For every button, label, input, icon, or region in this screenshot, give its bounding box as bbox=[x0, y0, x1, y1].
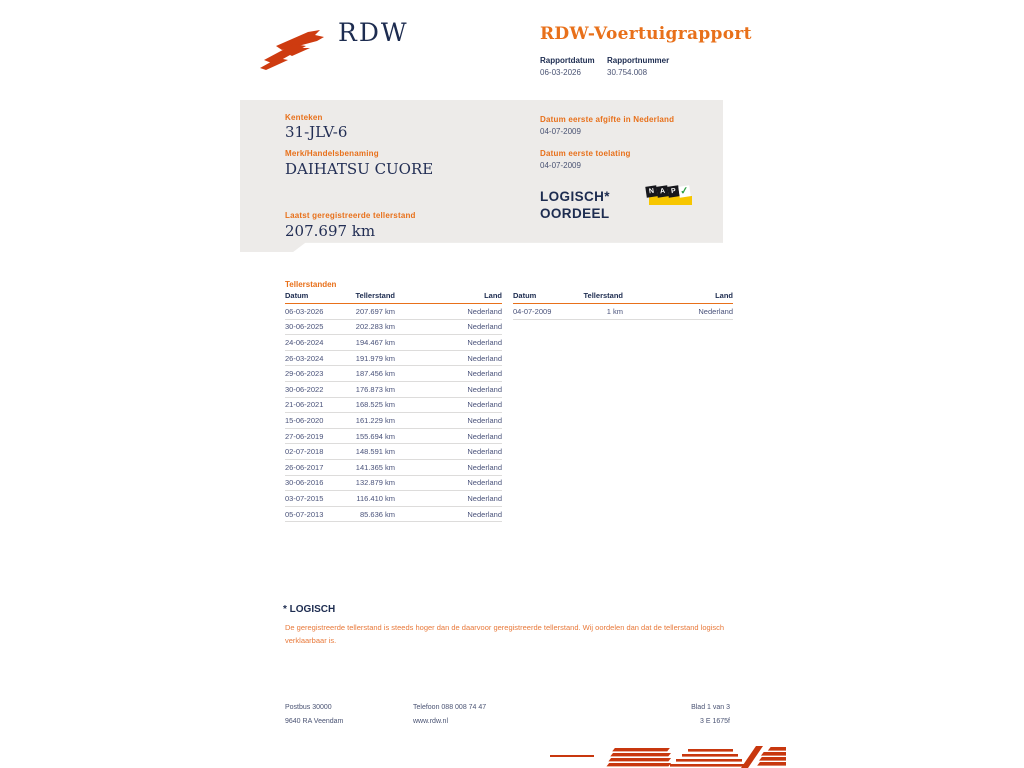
laatste-tellerstand-value: 207.697 km bbox=[285, 222, 376, 240]
cell-tellerstand: 194.467 km bbox=[355, 337, 395, 347]
cell-datum: 15-06-2020 bbox=[285, 415, 324, 425]
cell-tellerstand: 207.697 km bbox=[355, 306, 395, 316]
table-row bbox=[513, 304, 733, 320]
cell-land: Nederland bbox=[467, 306, 502, 316]
footer-form-code: 3 E 1675f bbox=[700, 718, 730, 725]
rdw-logo-icon bbox=[258, 26, 334, 72]
cell-datum: 29-06-2023 bbox=[285, 369, 324, 379]
cell-datum: 26-03-2024 bbox=[285, 353, 324, 363]
cell-tellerstand: 148.591 km bbox=[355, 447, 395, 457]
cell-land: Nederland bbox=[467, 478, 502, 488]
header-land: Land bbox=[715, 291, 733, 300]
cell-datum: 03-07-2015 bbox=[285, 493, 324, 503]
footnote-title: * LOGISCH bbox=[283, 604, 336, 615]
cell-datum: 26-06-2017 bbox=[285, 462, 324, 472]
table-row bbox=[285, 413, 502, 429]
cell-land: Nederland bbox=[467, 493, 502, 503]
tellerstanden-table-right bbox=[513, 291, 733, 320]
table-row bbox=[285, 398, 502, 414]
table-row bbox=[285, 491, 502, 507]
oordeel-line1: LOGISCH* bbox=[540, 189, 610, 204]
cell-land: Nederland bbox=[467, 384, 502, 394]
table-row bbox=[285, 507, 502, 523]
footnote-text: De geregistreerde tellerstand is steeds hoger dan de daarvoor geregistreerde tellerstand. Wij oordelen dan dat de tellerstand logisch verklaarbaar is. bbox=[285, 623, 725, 645]
table-header-row bbox=[513, 291, 733, 304]
header-tellerstand: Tellerstand bbox=[583, 291, 623, 300]
kenteken-value: 31-JLV-6 bbox=[285, 123, 348, 141]
cell-datum: 21-06-2021 bbox=[285, 400, 324, 410]
cell-datum: 02-07-2018 bbox=[285, 447, 324, 457]
cell-tellerstand: 1 km bbox=[606, 306, 623, 316]
cell-tellerstand: 161.229 km bbox=[355, 415, 395, 425]
cell-datum: 06-03-2026 bbox=[285, 306, 324, 316]
cell-datum: 27-06-2019 bbox=[285, 431, 324, 441]
oordeel-line2: OORDEEL bbox=[540, 206, 610, 221]
footer-address bbox=[285, 701, 343, 729]
header-land: Land bbox=[484, 291, 502, 300]
cell-land: Nederland bbox=[698, 306, 733, 316]
eerste-afgifte-value: 04-07-2009 bbox=[540, 127, 581, 136]
page-title: RDW-Voertuigrapport bbox=[540, 24, 752, 44]
cell-datum: 24-06-2024 bbox=[285, 337, 324, 347]
oordeel-text bbox=[540, 188, 610, 222]
header-datum: Datum bbox=[513, 291, 537, 300]
merk-value: DAIHATSU CUORE bbox=[285, 160, 434, 178]
rdw-logo-text: RDW bbox=[338, 18, 409, 47]
report-date-label: Rapportdatum bbox=[540, 56, 595, 65]
cell-datum: 30-06-2016 bbox=[285, 478, 324, 488]
cell-tellerstand: 191.979 km bbox=[355, 353, 395, 363]
cell-land: Nederland bbox=[467, 400, 502, 410]
tellerstanden-table-left bbox=[285, 291, 502, 522]
cell-land: Nederland bbox=[467, 415, 502, 425]
nap-letter-p: P bbox=[667, 185, 679, 197]
cell-land: Nederland bbox=[467, 462, 502, 472]
cell-land: Nederland bbox=[467, 337, 502, 347]
table-row bbox=[285, 366, 502, 382]
merk-label: Merk/Handelsbenaming bbox=[285, 149, 379, 158]
cell-datum: 30-06-2025 bbox=[285, 322, 324, 332]
kenteken-label: Kenteken bbox=[285, 113, 323, 122]
cell-tellerstand: 141.365 km bbox=[355, 462, 395, 472]
footer-website: www.rdw.nl bbox=[413, 718, 449, 725]
table-row bbox=[285, 382, 502, 398]
cell-datum: 30-06-2022 bbox=[285, 384, 324, 394]
cell-land: Nederland bbox=[467, 353, 502, 363]
cell-tellerstand: 187.456 km bbox=[355, 369, 395, 379]
footer-postbus: Postbus 30000 bbox=[285, 704, 332, 711]
cell-tellerstand: 155.694 km bbox=[355, 431, 395, 441]
nap-letter-n: N bbox=[645, 185, 657, 197]
footer-pageinfo bbox=[610, 701, 730, 729]
eerste-toelating-value: 04-07-2009 bbox=[540, 161, 581, 170]
nap-logo bbox=[646, 184, 698, 210]
table-row bbox=[285, 335, 502, 351]
header-tellerstand: Tellerstand bbox=[355, 291, 395, 300]
footer-stripes-graphic bbox=[548, 744, 786, 768]
report-number-label: Rapportnummer bbox=[607, 56, 670, 65]
cell-tellerstand: 202.283 km bbox=[355, 322, 395, 332]
table-header-row bbox=[285, 291, 502, 304]
table-row bbox=[285, 304, 502, 320]
nap-check-icon: ✓ bbox=[679, 184, 690, 198]
cell-tellerstand: 168.525 km bbox=[355, 400, 395, 410]
cell-land: Nederland bbox=[467, 447, 502, 457]
nap-letter-a: A bbox=[656, 185, 668, 197]
cell-tellerstand: 132.879 km bbox=[355, 478, 395, 488]
report-date-value: 06-03-2026 bbox=[540, 68, 581, 77]
table-row bbox=[285, 320, 502, 336]
cell-tellerstand: 176.873 km bbox=[355, 384, 395, 394]
footer-phone: Telefoon 088 008 74 47 bbox=[413, 704, 487, 711]
tellerstanden-title: Tellerstanden bbox=[285, 280, 337, 289]
cell-tellerstand: 85.636 km bbox=[359, 509, 395, 519]
footer-contact bbox=[413, 701, 486, 729]
cell-land: Nederland bbox=[467, 431, 502, 441]
cell-land: Nederland bbox=[467, 369, 502, 379]
header-datum: Datum bbox=[285, 291, 309, 300]
cell-land: Nederland bbox=[467, 322, 502, 332]
table-row bbox=[285, 460, 502, 476]
cell-datum: 05-07-2013 bbox=[285, 509, 324, 519]
table-row bbox=[285, 476, 502, 492]
report-number-value: 30.754.008 bbox=[607, 68, 648, 77]
cell-land: Nederland bbox=[467, 509, 502, 519]
footer-page-number: Blad 1 van 3 bbox=[691, 704, 730, 711]
eerste-afgifte-label: Datum eerste afgifte in Nederland bbox=[540, 115, 675, 124]
table-row bbox=[285, 351, 502, 367]
eerste-toelating-label: Datum eerste toelating bbox=[540, 149, 631, 158]
cell-datum: 04-07-2009 bbox=[513, 306, 552, 316]
cell-tellerstand: 116.410 km bbox=[356, 493, 395, 503]
table-row bbox=[285, 444, 502, 460]
laatste-tellerstand-label: Laatst geregistreerde tellerstand bbox=[285, 211, 416, 220]
footer-city: 9640 RA Veendam bbox=[285, 718, 344, 725]
table-row bbox=[285, 429, 502, 445]
